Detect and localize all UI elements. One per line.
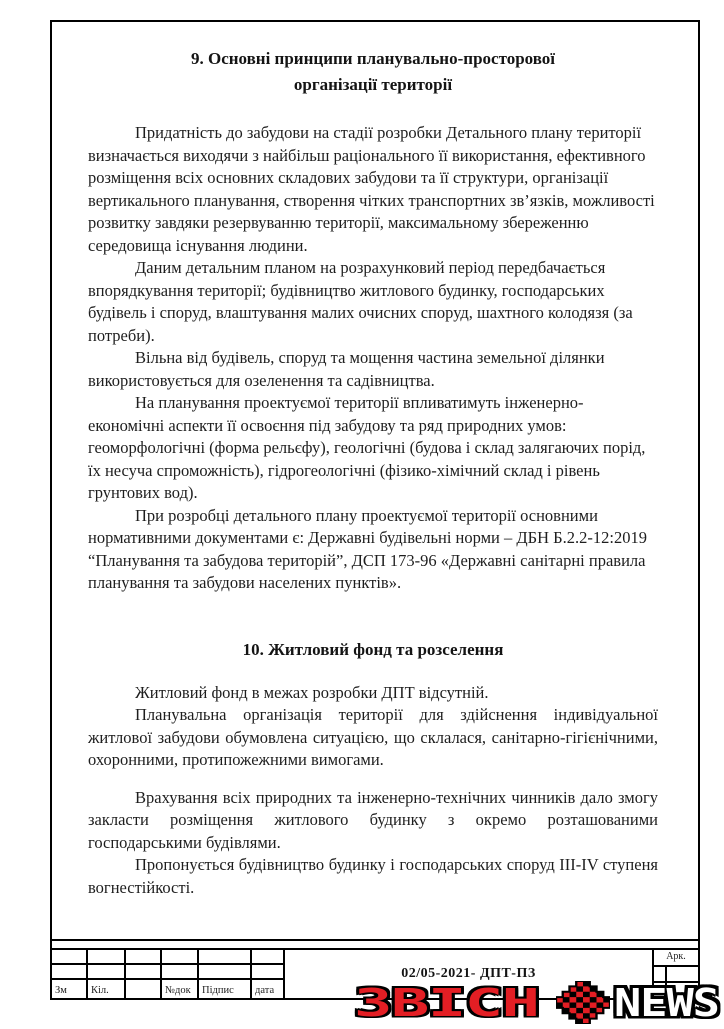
revision-table	[52, 950, 285, 998]
revision-cell	[52, 950, 88, 965]
revision-cell	[126, 950, 162, 965]
section9-paragraph-4: На планування проектуємої території впливатимуть інженерно-економічні аспекти її освоєння під забудову та ряд природних умов: геоморфологічні (форма рельєфу), геологічні (будова і склад залягаючих порід, їх несуча спроможність), гідрогеологічні (фізико-хімічний склад і рівень грунтових вод).	[88, 393, 646, 502]
revision-cell	[162, 950, 199, 965]
section10-paragraph-2: Планувальна організація території для здійснення індивідуальної житлової забудови обумовлена ситуацією, що склалася, санітарно-гігієнічними, охоронними, протипожежними вимогами.	[88, 705, 658, 769]
column-label-pidpys: Підпис	[199, 980, 252, 998]
revision-cell	[88, 965, 126, 980]
section10-paragraph-4: Пропонується будівництво будинку і господарських споруд ІІІ-ІV ступеня вогнестійкості.	[88, 855, 658, 897]
section9-paragraph-2: Даним детальним планом на розрахунковий період передбачається впорядкування території; будівництво житлового будинку, господарських будівель і споруд, влаштування малих очисних споруд, шахтного колодязя (за потреби).	[88, 258, 633, 345]
section9-paragraph-3: Вільна від будівель, споруд та мощення частина земельної ділянки використовується для озеленення та садівництва.	[88, 348, 605, 390]
section9-paragraph-1: Придатність до забудови на стадії розробки Детального плану території визначається виходячи з найбільш раціонального її використання, ефективного розміщення всіх основних складових забудови та її структури, організації вертикального планування, створення чітких транспортних зв’язків, можливості розвитку завдяки резервуванню території, максимальному збереженню середовища існування людини.	[88, 123, 655, 255]
section10-paragraph-3: Врахування всіх природних та інженерно-технічних чинників дало змогу закласти розміщення житлового будинку з окремо розташованими господарськими будівлями.	[88, 787, 658, 852]
section9-heading-line1: 9. Основні принципи планувально-просторової	[190, 49, 556, 68]
section10-paragraph-1: Житловий фонд в межах розробки ДПТ відсутній.	[135, 682, 489, 702]
revision-cell	[52, 965, 88, 980]
revision-cell	[88, 950, 126, 965]
watermark-latin-text: NEWS	[614, 979, 719, 1026]
revision-cell	[252, 950, 285, 965]
column-label-zm: Зм	[52, 980, 88, 998]
checkered-rosette-icon	[556, 981, 610, 1024]
revision-cell	[126, 965, 162, 980]
page-frame	[50, 20, 700, 941]
document-content	[52, 22, 698, 899]
sheet-label: Арк.	[654, 950, 698, 967]
revision-cell	[162, 965, 199, 980]
section9-heading	[88, 46, 658, 98]
column-label-data: дата	[252, 980, 285, 998]
revision-cell	[252, 965, 285, 980]
section9-heading-line2: організації території	[293, 75, 453, 94]
column-label-ndok: №док	[162, 980, 199, 998]
column-label-kil: Кіл.	[88, 980, 126, 998]
column-label-blank	[126, 980, 162, 998]
revision-cell	[199, 950, 252, 965]
watermark-cyrillic-text: ЗВІСН	[354, 979, 539, 1026]
section9-paragraph-5: При розробці детального плану проектуємої території основними нормативними документами є: Державні будівельні норми – ДБН Б.2.2-12:2019 “Планування та забудова територій”, ДСП 173-96 «Державні санітарні правила планування та забудови населених пунктів».	[88, 505, 647, 592]
section10-heading: 10. Житловий фонд та розселення	[242, 639, 504, 659]
revision-cell	[199, 965, 252, 980]
watermark-logo	[352, 981, 724, 1024]
doc-number: 02/05-2021- ДПТ-ПЗ	[401, 966, 536, 981]
